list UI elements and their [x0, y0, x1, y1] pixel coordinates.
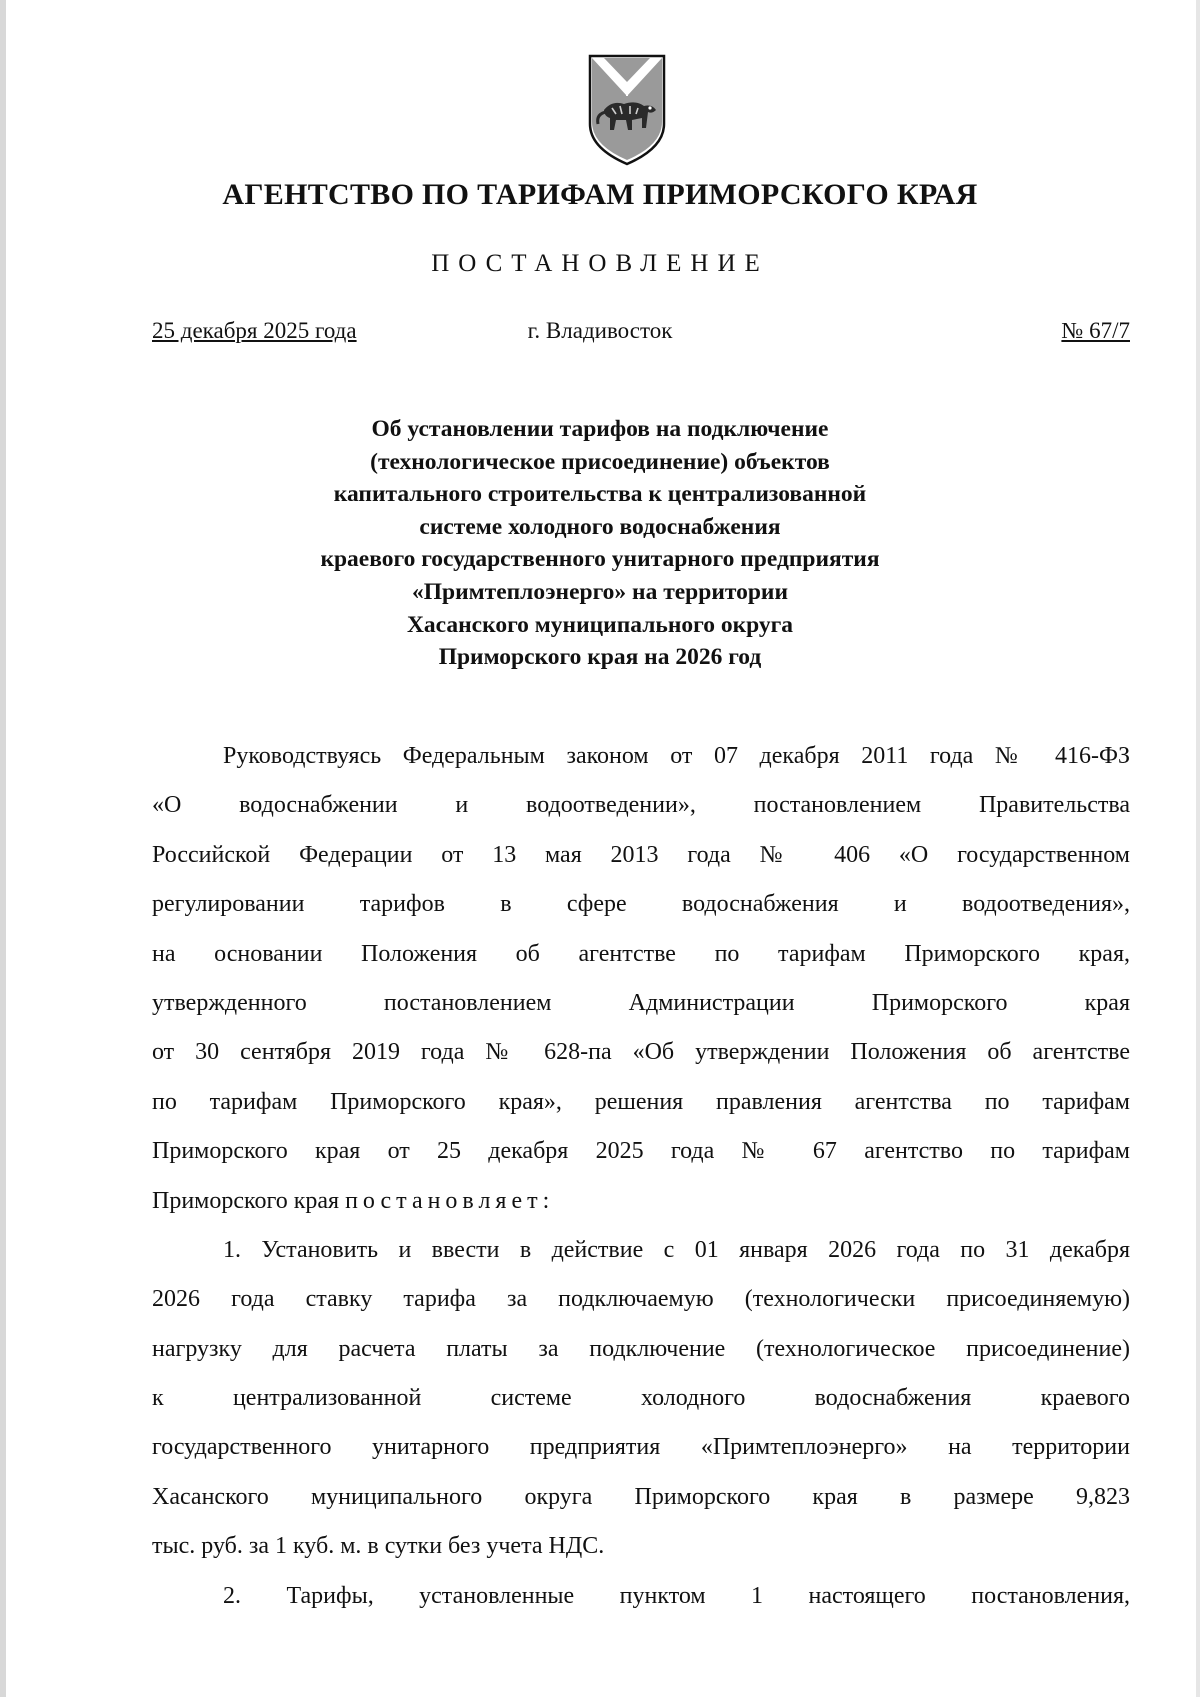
item-1-line: государственного унитарного предприятия «Примтеплоэнерго» на территории	[152, 1434, 1130, 1461]
preamble-line: Руководствуясь Федеральным законом от 07 декабря 2011 года № 416-ФЗ	[223, 743, 1130, 769]
item-2-line: 2. Тарифы, установленные пунктом 1 настоящего постановления,	[223, 1582, 1130, 1609]
resolves-prefix: Приморского края	[152, 1187, 346, 1214]
document-date: 25 декабря 2025 года	[152, 318, 357, 343]
subject-line: Хасанского муниципального округа	[406, 611, 794, 638]
subject-line: (технологическое присоединение) объектов	[370, 448, 830, 475]
preamble-line: утвержденного постановлением Администрации Приморского края	[152, 989, 1130, 1016]
preamble-line: регулировании тарифов в сфере водоснабжения и водоотведения»,	[152, 891, 1130, 918]
primorsky-krai-coat-of-arms-icon	[586, 52, 668, 168]
subject-line: Приморского края на 2026 год	[438, 644, 762, 671]
item-1-line: к централизованной системе холодного водоснабжения краевого	[152, 1385, 1130, 1412]
item-1-line: нагрузку для расчета платы за подключение (технологическое присоединение)	[152, 1335, 1130, 1362]
preamble-line: Российской Федерации от 13 мая 2013 года № 406 «О государственном	[152, 841, 1130, 868]
document-number: № 67/7	[1061, 318, 1130, 343]
document-type-heading: ПОСТАНОВЛЕНИЕ	[431, 250, 769, 277]
agency-title: АГЕНТСТВО ПО ТАРИФАМ ПРИМОРСКОГО КРАЯ	[222, 178, 978, 211]
subject-line: системе холодного водоснабжения	[419, 513, 781, 540]
preamble-line: по тарифам Приморского края», решения правления агентства по тарифам	[152, 1088, 1130, 1115]
subject-line: Об установлении тарифов на подключение	[371, 416, 829, 442]
item-1-line: 1. Установить и ввести в действие с 01 января 2026 года по 31 декабря	[223, 1236, 1130, 1263]
preamble-line: на основании Положения об агентстве по тарифам Приморского края,	[152, 940, 1130, 967]
resolves-word: постановляет:	[345, 1187, 555, 1214]
item-1-line: тыс. руб. за 1 куб. м. в сутки без учета НДС.	[152, 1533, 605, 1560]
preamble-line: Приморского края от 25 декабря 2025 года № 67 агентство по тарифам	[152, 1138, 1130, 1165]
document-subject	[0, 413, 1200, 674]
subject-line: краевого государственного унитарного предприятия	[320, 546, 880, 573]
preamble-line: от 30 сентября 2019 года № 628-па «Об утверждении Положения об агентстве	[152, 1039, 1130, 1066]
item-1-line: Хасанского муниципального округа Приморского края в размере 9,823	[152, 1483, 1130, 1510]
resolves-line	[152, 1177, 1130, 1226]
document-city: г. Владивосток	[527, 318, 673, 343]
preamble-line: «О водоснабжении и водоотведении», постановлением Правительства	[152, 792, 1130, 819]
item-1-line: 2026 года ставку тарифа за подключаемую (технологически присоединяемую)	[152, 1286, 1130, 1313]
subject-line: капитального строительства к централизованной	[333, 481, 867, 508]
subject-line: «Примтеплоэнерго» на территории	[412, 578, 788, 605]
document-body	[152, 732, 1130, 1621]
